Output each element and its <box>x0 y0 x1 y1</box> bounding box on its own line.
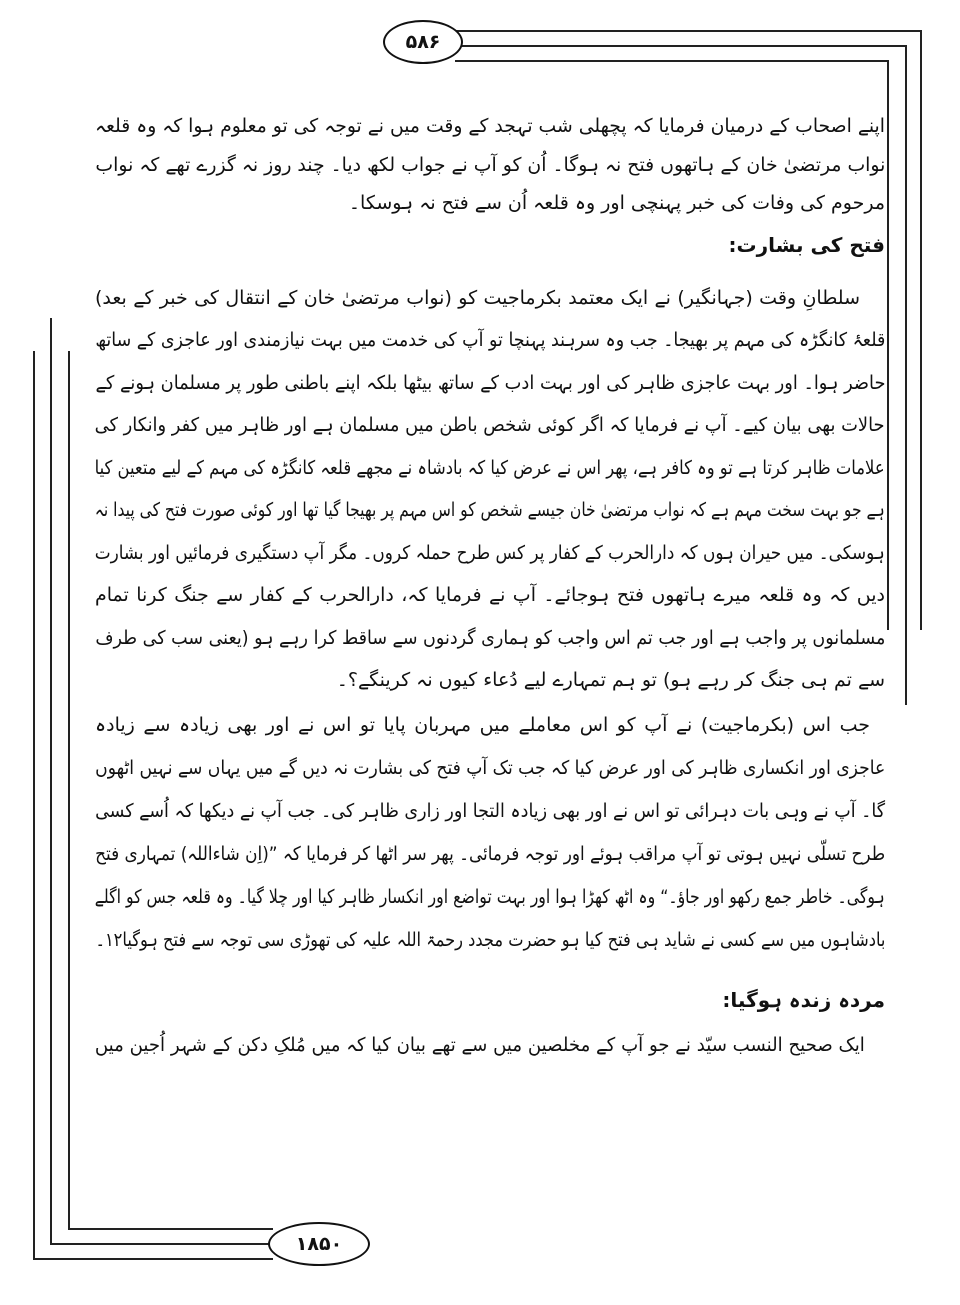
text-line-content: سے تم ہی جنگ کر رہے ہو) تو ہم تمہارے لیے دُعاء کیوں نہ کرینگے؟۔ <box>336 669 885 691</box>
text-line <box>95 537 885 569</box>
text-line <box>95 579 885 611</box>
text-line-content: علامات ظاہر کرتا ہے تو وہ کافر ہے، پھر اس نے عرض کیا کہ بادشاہ نے مجھے قلعہ کانگڑہ کی مہم کے لیے متعین کیا <box>95 457 885 479</box>
text-line <box>95 187 885 219</box>
text-line-content: مرحوم کی وفات کی خبر پہنچی اور وہ قلعہ اُن سے فتح نہ ہوسکا۔ <box>348 192 885 214</box>
text-line <box>95 110 885 142</box>
text-line <box>95 452 885 484</box>
page-number-bottom <box>268 1222 370 1266</box>
text-line-content: بادشاہوں میں سے کسی نے شاید ہی فتح کیا ہو حضرت مجدد رحمۃ اللہ علیہ کی تھوڑی سی توجہ سے فتح ہوگیا۱۲۔ <box>95 929 886 951</box>
frame-rule <box>458 45 907 47</box>
text-line-content: گا۔ آپ نے وہی بات دہرائی تو اس نے اور بھی زیادہ التجا اور زاری ظاہر کی۔ جب آپ نے دیکھا کہ اُسے کسی <box>95 800 885 822</box>
text-line <box>95 149 885 181</box>
frame-rule <box>920 30 922 630</box>
text-line <box>95 881 885 913</box>
text-line <box>95 622 885 654</box>
text-line-content: جب اس (بکرماجیت) نے آپ کو اس معاملے میں مہربان پایا تو اس نے اور بھی زیادہ سے زیادہ <box>95 714 870 736</box>
text-line <box>95 494 885 526</box>
text-line-content: سلطانِ وقت (جہانگیر) نے ایک معتمد بکرماجیت کو (نواب مرتضیٰ خان کے انتقال کی خبر کے بعد) <box>95 287 860 309</box>
text-line-content: مسلمانوں پر واجب ہے اور جب تم اس واجب کو ہماری گردنوں سے ساقط کرا رہے ہو (یعنی سب کی طرف <box>95 627 885 649</box>
frame-rule <box>905 45 907 705</box>
text-line-content: ہے جو بہت سخت مہم ہے کہ نواب مرتضیٰ خان جیسے شخص کو اس مہم پر بھیجا گیا تھا اور کوئی صورت فتح کی پیدا نہ <box>95 499 885 521</box>
text-line <box>95 1029 865 1061</box>
text-line <box>95 324 885 356</box>
frame-rule <box>887 60 889 630</box>
text-line-content: اپنے اصحاب کے درمیان فرمایا کہ پچھلی شب تہجد کے وقت میں نے توجہ کی تو معلوم ہوا کہ وہ قلعہ <box>95 115 885 137</box>
text-line <box>95 282 860 314</box>
text-line-content: ہوسکی۔ میں حیران ہوں کہ دارالحرب کے کفار پر کس طرح حملہ کروں۔ مگر آپ دستگیری فرمائیں اور بشارت <box>95 542 885 564</box>
text-line-content: مردہ زندہ ہوگیا: <box>722 988 885 1012</box>
text-line <box>95 795 885 827</box>
frame-rule <box>33 1258 273 1260</box>
frame-rule <box>68 1228 273 1230</box>
text-line-content: حاضر ہوا۔ اور بہت عاجزی ظاہر کی اور بہت ادب کے ساتھ بیٹھا بلکہ اپنے باطنی طور پر مسلمان ہونے کے <box>95 372 885 394</box>
section-heading-dead-revived <box>95 984 885 1016</box>
text-line <box>95 664 885 696</box>
page-number-bottom-text: ۱۸۵۰ <box>295 1233 343 1255</box>
text-line-content: حالات بھی بیان کیے۔ آپ نے فرمایا کہ اگر کوئی شخص باطن میں مسلمان ہے اور ظاہر میں کفر وانکار کی <box>95 414 885 436</box>
frame-rule <box>455 30 922 32</box>
text-line-content: نواب مرتضیٰ خان کے ہاتھوں فتح نہ ہوگا۔ اُن کو آپ نے جواب لکھ دیا۔ چند روز نہ گزرے تھے کہ نواب <box>95 154 885 176</box>
page-number-top-text: ۵۸۶ <box>405 31 441 53</box>
text-line <box>95 752 885 784</box>
text-line-content: دیں کہ وہ قلعہ میرے ہاتھوں فتح ہوجائے۔ آپ نے فرمایا کہ، دارالحرب کے کفار سے جنگ کرنا تمام <box>95 584 885 606</box>
text-line <box>95 367 885 399</box>
text-line-content: طرح تسلّی نہیں ہوتی تو آپ مراقب ہوئے اور توجہ فرمائی۔ پھر سر اٹھا کر فرمایا کہ ”(اِن شاءاللہ) تمہاری فتح <box>95 843 885 865</box>
text-line-content: عاجزی اور انکساری ظاہر کی اور عرض کیا کہ جب تک آپ فتح کی بشارت نہ دیں گے میں یہاں سے نہیں اٹھوں <box>95 757 885 779</box>
text-line-content: ہوگی۔ خاطر جمع رکھو اور جاؤ۔“ وہ اٹھ کھڑا ہوا اور بہت تواضع اور انکسار ظاہر کیا اور چلا گیا۔ وہ قلعہ جس کو اگلے <box>95 886 885 908</box>
text-line-content: قلعۂ کانگڑہ کی مہم پر بھیجا۔ جب وہ سرہند پہنچا تو آپ کی خدمت میں بہت نیازمندی اور عاجزی کے ساتھ <box>95 329 885 351</box>
text-line <box>95 838 885 870</box>
page-number-top <box>383 20 463 64</box>
frame-rule <box>50 1243 270 1245</box>
text-line <box>95 709 870 741</box>
text-line <box>95 409 885 441</box>
text-line <box>95 924 885 956</box>
text-line-content: ایک صحیح النسب سیّد نے جو آپ کے مخلصین میں سے تھے بیان کیا کہ میں مُلکِ دکن کے شہر اُجین میں <box>95 1034 865 1056</box>
frame-rule <box>455 60 889 62</box>
section-heading-glad-tidings <box>95 229 885 261</box>
text-line-content: فتح کی بشارت: <box>728 233 885 257</box>
